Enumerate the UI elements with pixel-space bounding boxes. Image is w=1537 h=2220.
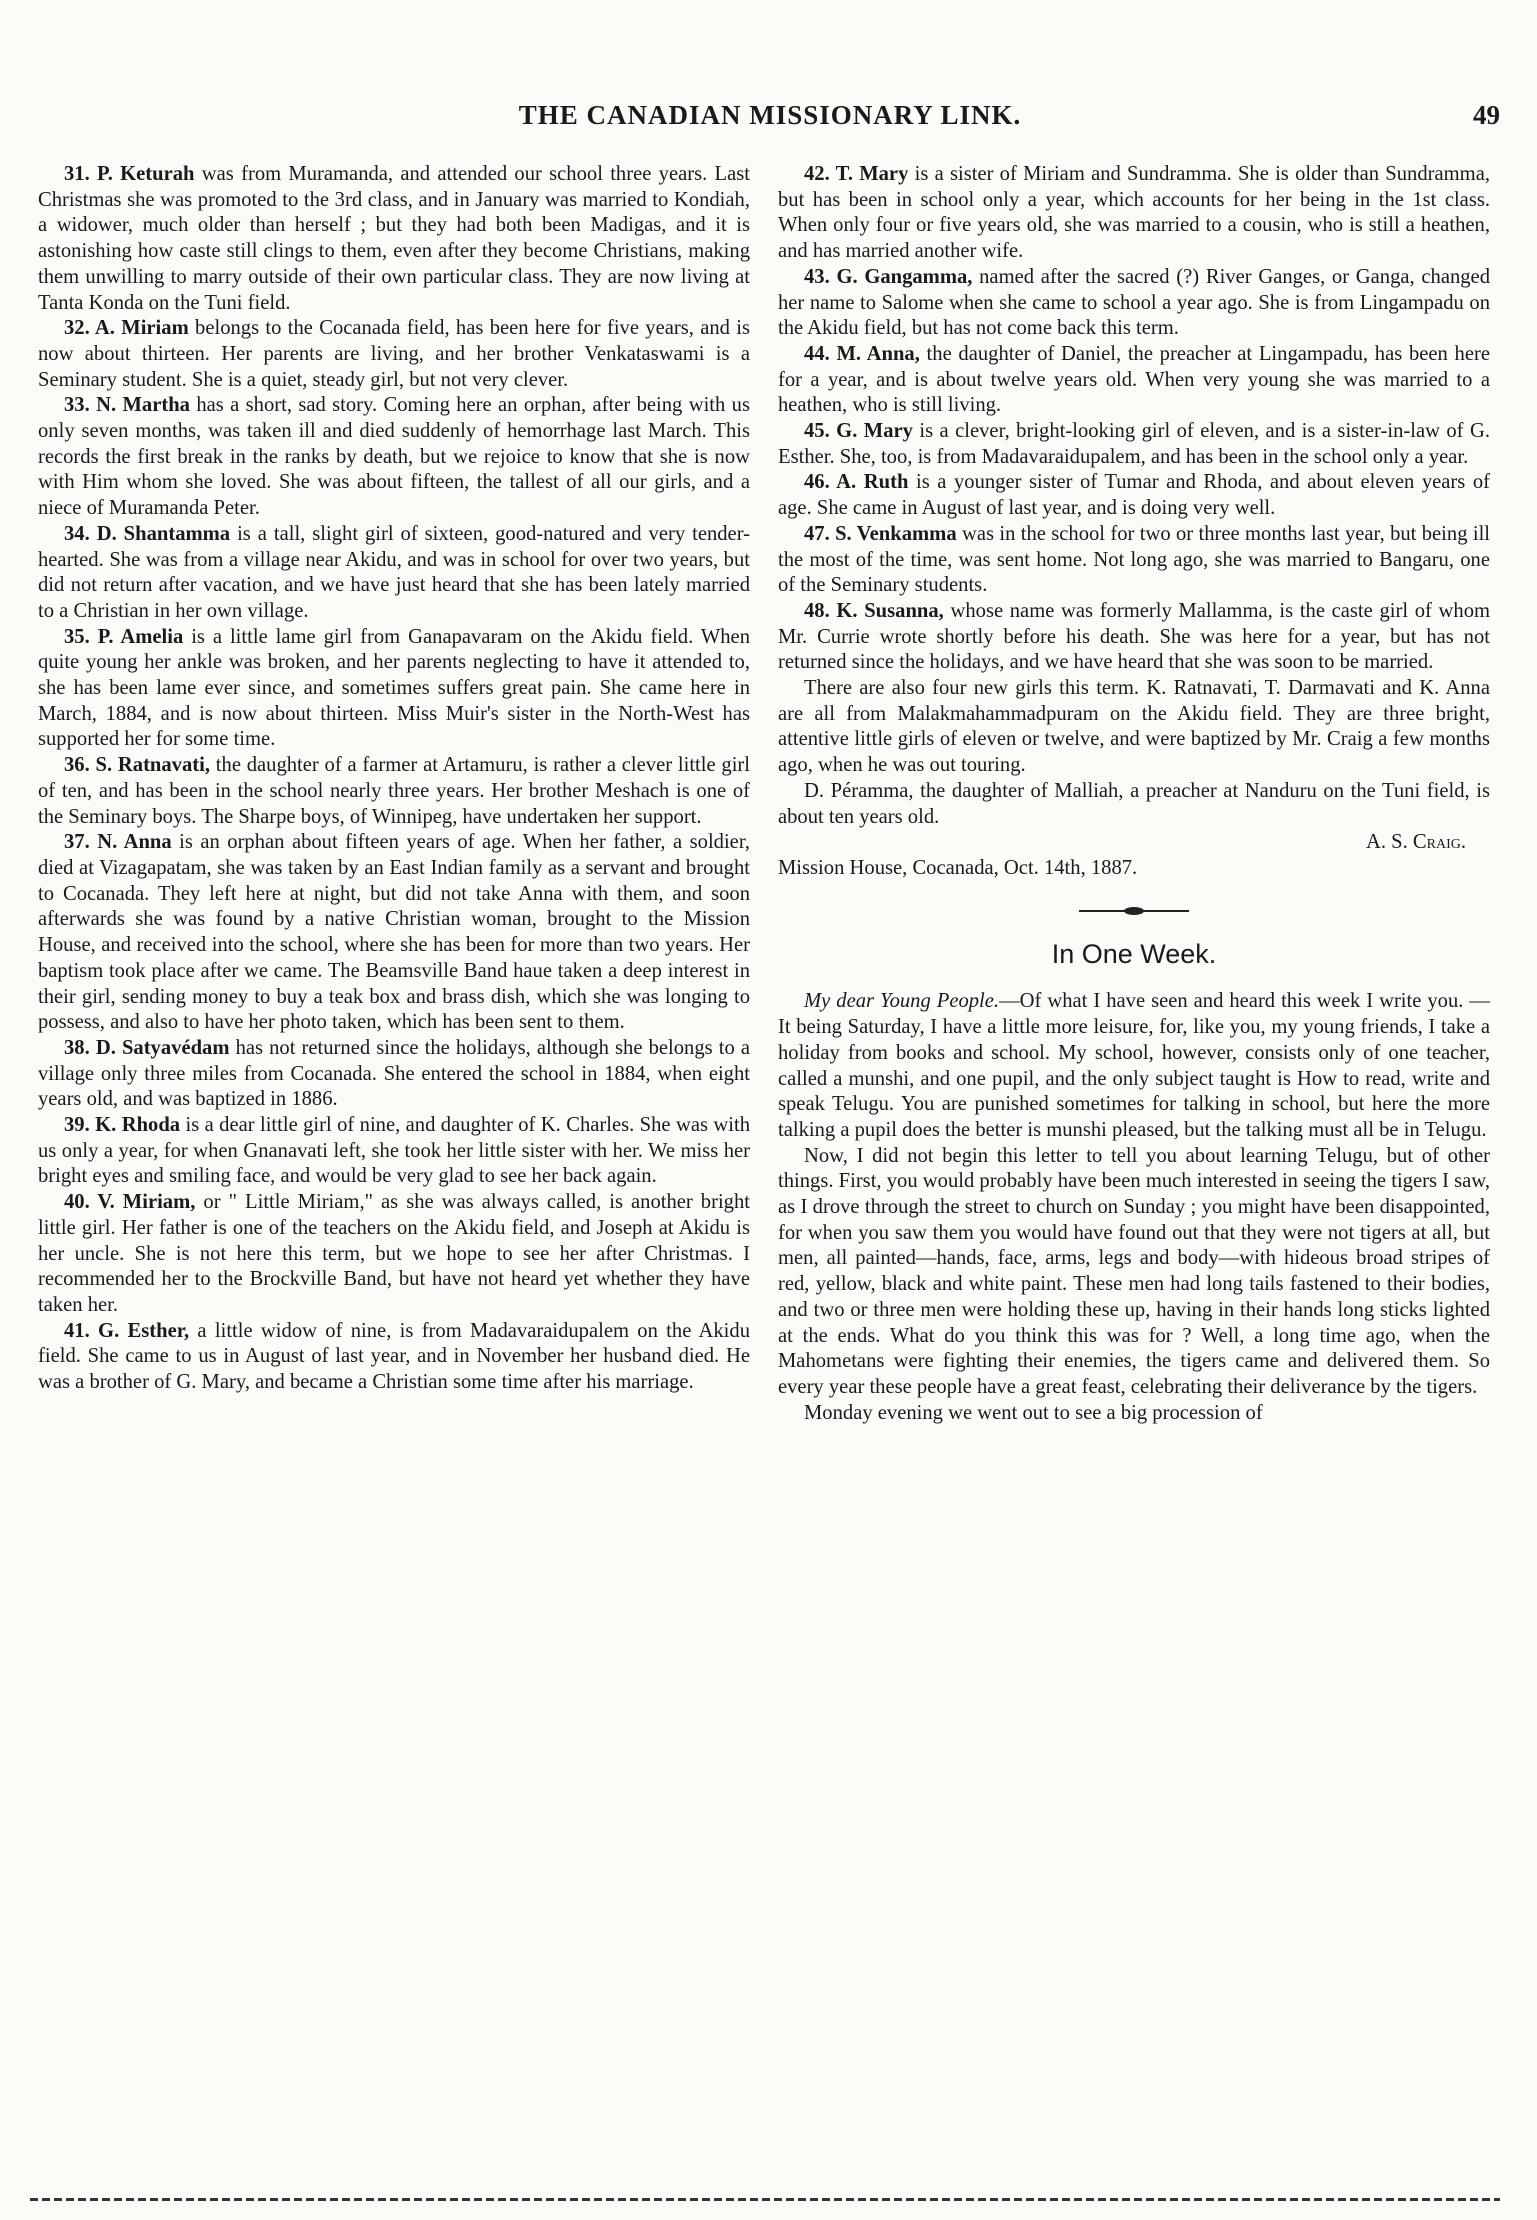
student-entry [778,676,1490,779]
entry-text: There are also four new girls this term. K. Ratnavati, T. Darmavati and K. Anna are all from Malakmahammadpuram on the Akidu field. They are three bright, attentive little girls of eleven or twelve, and were baptized by Mr. Craig a few months ago, when he was out touring. [778,677,1490,777]
entry-name: 40. V. Miriam, [64,1191,196,1214]
entry-text: was from Muramanda, and attended our school three years. Last Christmas she was promoted to the 3rd class, and in January was married to Kondiah, a widower, much older than herself ; but they had both been Madigas, and it is astonishing how caste still clings to them, even after they become Christians, making them unwilling to marry outside of their own particular class. They are now living at Tanta Konda on the Tuni field. [38,163,750,314]
student-entry [778,470,1490,521]
masthead [40,100,1500,140]
entry-name: 32. A. Miriam [64,317,189,340]
entry-name: 37. N. Anna [64,831,172,854]
bottom-border [30,2198,1500,2201]
student-entries-right [778,162,1490,830]
article-paragraph-2: Now, I did not begin this letter to tell you about learning Telugu, but of other things. First, you would probably have been much interested in seeing the tigers I saw, as I drove through the street to church on Sunday ; you might have been disappointed, for when you saw them you would have found out that they were not tigers at all, but men, all painted—hands, face, arms, legs and body—with hideous broad stripes of red, yellow, black and white paint. These men had long tails fastened to their bodies, and two or three men were holding these up, having in their hands long sticks lighted at the ends. What do you think this was for ? Well, a long time ago, when the Mahometans were fighting their enemies, the tigers came and delivered them. So every year these people have a great feast, celebrating their deliverance by the tigers. [778,1144,1490,1398]
student-entry [38,830,750,1036]
entry-text: D. Pérammа, the daughter of Malliah, a preacher at Nanduru on the Tuni field, is about ten years old. [778,779,1490,828]
entry-name: 42. T. Mary [804,163,909,185]
student-entry [778,162,1490,265]
article-paragraph-1-text: —Of what I have seen and heard this week I write you. —It being Saturday, I have a little more leisure, for, like you, my young friends, I take a holiday from books and school. My school, however, consists only of one teacher, called a munshi, and one pupil, and the only subject taught is How to read, write and speak Telugu. You are punished sometimes for talking in school, but here the more talking a pupil does the better is munshi pleased, but the talking must all be in Telugu. [778,990,1490,1141]
student-entry [778,419,1490,470]
section-divider [1079,910,1189,912]
entry-text: is a tall, slight girl of sixteen, good-natured and very tender-hearted. She was from a village near Akidu, and was in school for over two years, but did not return after vacation, and we have just heard that she has been lately married to a Christian in her own village. [38,522,750,622]
article-heading: In One Week. [1051,938,1217,969]
entry-name: 34. D. Shantamma [64,522,231,545]
entry-text: is a younger sister of Tumar and Rhoda, and about eleven years of age. She came in August of last year, and is doing very well. [778,471,1490,520]
entry-name: 43. G. Gangamma, [804,265,973,288]
entry-text: or " Little Miriam," as she was always called, is another bright little girl. Her father is one of the teachers on the Akidu field, and Joseph at Akidu is her uncle. She is not here this term, but we hope to see her after Christmas. I recommended her to the Brockville Band, but have not heard yet whether they have taken her. [38,1191,750,1316]
publication-title: THE CANADIAN MISSIONARY LINK. [518,100,1022,130]
article-salutation: My dear Young People. [804,990,1000,1013]
student-entry [38,393,750,522]
entry-text: has a short, sad story. Coming here an orphan, after being with us only seven months, was taken ill and died suddenly of hemorrhage last March. This records the first break in the ranks by death, but we rejoice to know that she is now with Him whom she loved. She was about fifteen, the tallest of all our girls, and a niece of Muramanda Peter. [38,394,750,520]
entry-text: belongs to the Cocanada field, has been here for five years, and is now about thirteen. Her parents are living, and her brother Venkataswami is a Seminary student. She is a quiet, steady girl, but not very clever. [38,317,750,391]
entry-text: was in the school for two or three months last year, but being ill the most of the time, was sent home. Not long ago, she was married to Bangaru, one of the Seminary students. [778,522,1491,597]
article-paragraph-3: Monday evening we went out to see a big procession of [804,1401,1263,1424]
student-entry [778,342,1490,419]
student-entry [778,265,1490,342]
student-entry [38,162,750,316]
entry-text: the daughter of Daniel, the preacher at Lingampadu, has been here for a year, and is about twelve years old. When very young she was married to a heathen, who is still living. [778,342,1490,417]
entry-text: is a dear little girl of nine, and daughter of K. Charles. She was with us only a year, for when Gnanavati left, she took her little sister with her. We miss her bright eyes and smiling face, and would be very glad to see her back again. [38,1114,750,1188]
entry-text: has not returned since the holidays, although she belongs to a village only three miles from Cocanada. She entered the school in 1884, when eight years old, and was baptized in 1886. [38,1036,750,1111]
entry-text: is a clever, bright-looking girl of eleven, and is a sister-in-law of G. Esther. She, too, is from Madavaraidupalem, and has been in the school only a year. [778,420,1490,468]
entry-name: 31. P. Keturah [64,163,195,185]
student-entry [38,625,750,754]
entry-text: named after the sacred (?) River Ganges, or Ganga, changed her name to Salome when she came to school a year ago. She is from Lingampadu on the Akidu field, but has not come back this term. [778,265,1490,340]
student-entry [778,522,1490,599]
article-paragraph-1 [778,989,1490,1143]
entry-text: is a little lame girl from Ganapavaram on the Akidu field. When quite young her ankle was broken, and her parents neglecting to have it attended to, she has been lame ever since, and sometimes suffers great pain. She came here in March, 1884, and is now about thirteen. Miss Muir's sister in the North-West has supported her for some time. [38,625,750,751]
student-entry [778,599,1490,676]
student-entry [38,1319,750,1396]
entry-text: is a sister of Miriam and Sundramma. She is older than Sundramma, but has been in school only a year, which accounts for her being in the 1st class. When only four or five years old, she was married to a cousin, who is still a heathen, and has married another wife. [778,163,1490,263]
entry-name: 38. D. Satyavédam [64,1036,230,1059]
entry-name: 44. M. Anna, [804,342,920,365]
entry-text: a little widow of nine, is from Madavaraidupalem on the Akidu field. She came to us in August of last year, and in November her husband died. He was a brother of G. Mary, and became a Christian some time after his marriage. [38,1319,750,1394]
entry-text: whose name was formerly Mallamma, is the caste girl of whom Mr. Currie wrote shortly before his death. She was here for a year, but has not returned since the holidays, and we have heard that she was soon to be married. [778,599,1491,674]
entry-text: the daughter of a farmer at Artamuru, is rather a clever little girl of ten, and has been in the school nearly three years. Her brother Meshach is one of the Seminary boys. The Sharpe boys, of Winnipeg, have undertaken her support. [38,754,750,828]
entry-name: 36. S. Ratnavati, [64,754,211,777]
right-column [778,162,1490,1426]
entry-name: 35. P. Amelia [64,625,184,648]
left-column [38,162,750,1396]
student-entry [38,316,750,393]
entry-name: 45. G. Mary [804,420,913,443]
student-entry [38,1036,750,1113]
student-entry [38,1190,750,1319]
entry-name: 48. K. Susanna, [804,599,944,622]
student-entry [38,753,750,830]
student-entry [38,1113,750,1190]
entry-name: 47. S. Venkamma [804,522,957,545]
signature-name: A. S. Craig. [1365,831,1466,854]
entry-name: 33. N. Martha [64,394,190,417]
signature-place-date: Mission House, Cocanada, Oct. 14th, 1887. [778,856,1138,879]
page-number: 49 [1473,100,1500,130]
entry-name: 46. A. Ruth [804,471,909,494]
entry-text: is an orphan about fifteen years of age. When her father, a soldier, died at Vizagapatam, she was taken by an East Indian family as a servant and brought to Cocanada. They left here at night, but did not take Anna with them, and soon afterwards she was found by a native Christian woman, brought to the Mission House, and received into the school, where she has been for more than two years. Her baptism took place after we came. The Beamsville Band haue taken a deep interest in their girl, sending money to buy a teak box and brass dish, which she was longing to possess, and also to have her photo taken, which has been sent to them. [38,831,751,1034]
student-entry [38,522,750,625]
entry-name: 41. G. Esther, [64,1319,190,1342]
student-entry [778,779,1490,830]
entry-name: 39. K. Rhoda [64,1114,181,1137]
